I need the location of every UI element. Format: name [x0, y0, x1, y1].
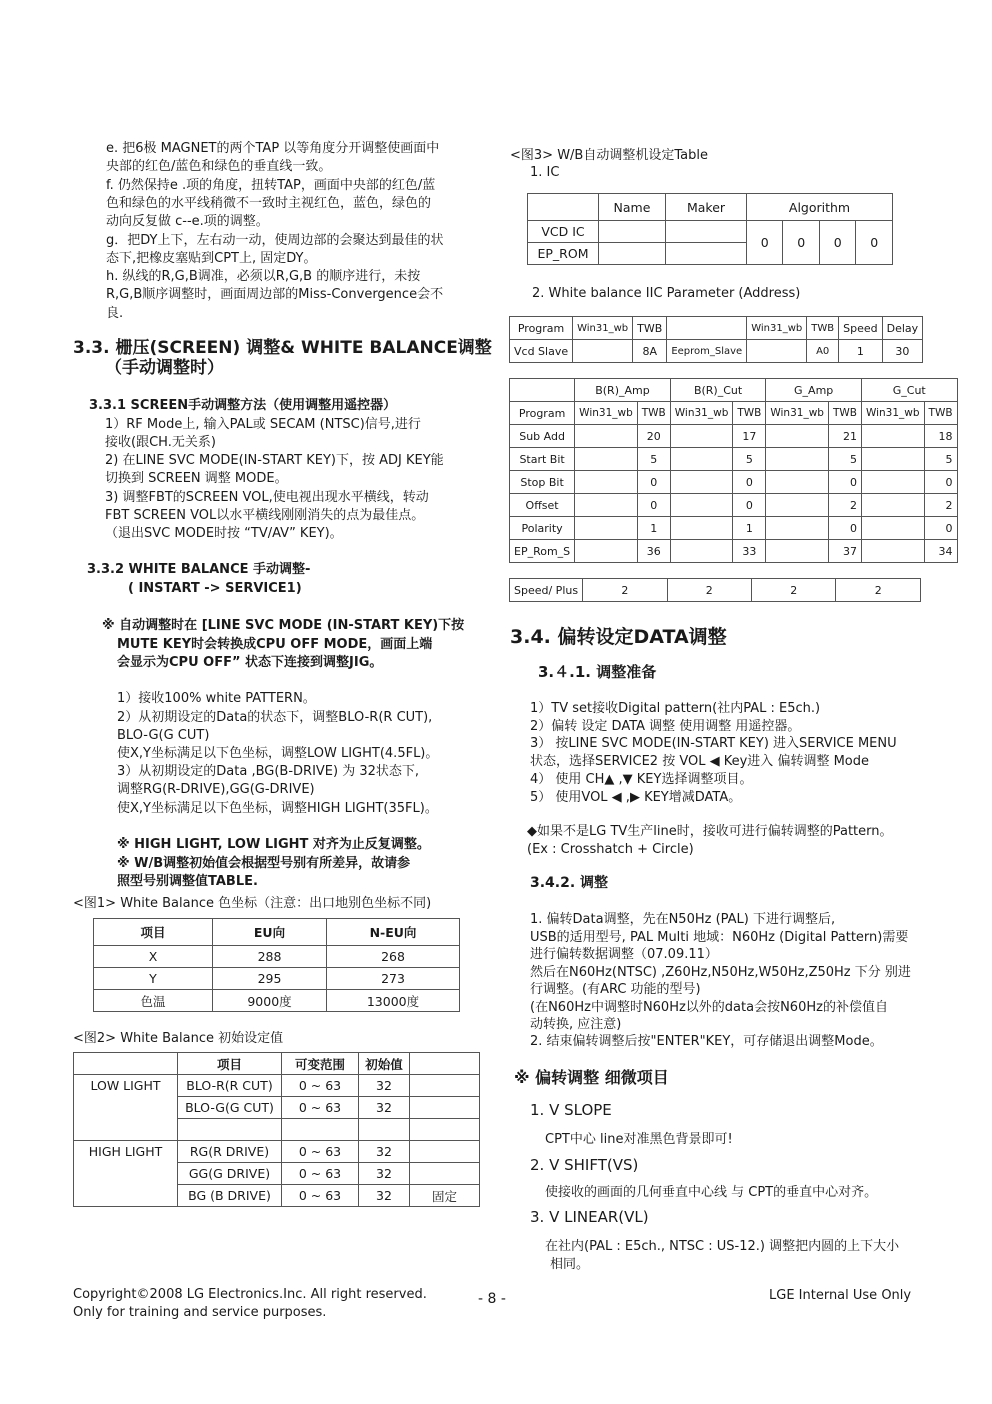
table-row	[510, 471, 958, 494]
table-cell: 2	[836, 579, 921, 602]
table-cell: 32	[359, 1097, 410, 1119]
table-cell	[410, 1119, 480, 1141]
table-cell: Y	[94, 968, 213, 990]
table-cell: 268	[327, 946, 460, 968]
text-line: 动向反复做 c--e.项的调整。	[106, 214, 269, 229]
speed-plus-table	[509, 578, 921, 602]
table-cell	[410, 1097, 480, 1119]
text-line: 1. 偏转Data调整，先在N50Hz (PAL) 下进行调整后,	[530, 912, 836, 927]
white-balance-coord-table	[93, 918, 460, 1012]
table-cell	[861, 517, 924, 540]
table-cell: 33	[733, 540, 766, 563]
table-cell	[766, 540, 829, 563]
table-cell	[766, 471, 829, 494]
table-header-cell: G_Cut	[861, 379, 957, 402]
detail-item-title: 1. V SLOPE	[530, 1101, 612, 1119]
table-header-cell: Algorithm	[747, 194, 893, 221]
table-cell: 32	[359, 1163, 410, 1185]
table-cell: BG (B DRIVE)	[178, 1185, 282, 1207]
text-line: e. 把6极 MAGNET的两个TAP 以等角度分开调整使画面中	[106, 141, 440, 156]
table-cell	[670, 425, 733, 448]
table-cell: 0	[828, 471, 861, 494]
table-cell: 32	[359, 1185, 410, 1207]
table-cell: GG(G DRIVE)	[178, 1163, 282, 1185]
table-cell	[861, 494, 924, 517]
section-3-3-1-title: 3.3.1 SCREEN手动调整方法（使用调整用遥控器）	[89, 398, 397, 413]
table-cell: 30	[882, 340, 923, 363]
text-line: h. 纵线的R,G,B调准，必须以R,G,B 的顺序进行，未按	[106, 269, 421, 284]
table-cell: EP_Rom_S	[510, 540, 575, 563]
table-header-row	[528, 194, 893, 221]
table-cell: Vcd Slave	[510, 340, 573, 363]
table-cell: 20	[637, 425, 670, 448]
table-cell: 0	[924, 517, 957, 540]
detail-item-text: 使接收的画面的几何垂直中心线 与 CPT的垂直中心对齐。	[545, 1185, 878, 1200]
table-cell: 17	[733, 425, 766, 448]
table-cell	[410, 1141, 480, 1163]
table-cell	[575, 448, 638, 471]
table-header-cell: TWB	[633, 317, 667, 340]
table-cell: 0 ~ 63	[282, 1141, 359, 1163]
table-header-cell: B(R)_Cut	[670, 379, 766, 402]
text-line: 良.	[106, 306, 124, 321]
table-header-cell: Speed	[839, 317, 882, 340]
detail-item-text: CPT中心 line对准黑色背景即可!	[545, 1132, 733, 1147]
section-3-4-1-title: 3.４.1. 调整准备	[538, 663, 657, 681]
table-cell: 2	[924, 494, 957, 517]
table-header-cell: Win31_wb	[670, 402, 733, 425]
text-line: 2) 在LINE SVC MODE(IN-START KEY)下，按 ADJ KEY能	[105, 453, 444, 468]
detail-item-text: 相同。	[550, 1257, 590, 1272]
table-cell: 21	[828, 425, 861, 448]
table-cell	[670, 448, 733, 471]
table-cell: 32	[359, 1141, 410, 1163]
text-line: R,G,B顺序调整时，画面周边部的Miss-Convergence会不	[106, 287, 444, 302]
table-cell: 2	[752, 579, 836, 602]
text-line: 调整RG(R-DRIVE),GG(G-DRIVE)	[117, 782, 315, 797]
table-cell: 1	[839, 340, 882, 363]
table-header-cell: Delay	[882, 317, 923, 340]
table-row	[528, 221, 893, 243]
table-cell: 0 ~ 63	[282, 1097, 359, 1119]
table-cell: 8A	[633, 340, 667, 363]
text-line: 使X,Y坐标满足以下色坐标，调整HIGH LIGHT(35FL)。	[117, 801, 438, 816]
table-cell: 1	[733, 517, 766, 540]
table-cell: BLO-G(G CUT)	[178, 1097, 282, 1119]
fig3-caption: <图3> W/B自动调整机设定Table	[510, 148, 708, 163]
table-header-cell: Name	[599, 194, 666, 221]
detail-item-text: 在社内(PAL : E5ch., NTSC : US-12.) 调整把内圆的上下大小	[545, 1239, 900, 1254]
table-header-cell: Maker	[666, 194, 747, 221]
table-row	[510, 448, 958, 471]
text-line: 2. 结束偏转调整后按"ENTER"KEY，可存储退出调整Mode。	[530, 1034, 883, 1049]
table-cell	[575, 517, 638, 540]
table-cell: X	[94, 946, 213, 968]
text-line: 进行偏转数据调整（07.09.11）	[530, 947, 718, 962]
page-number: - 8 -	[478, 1291, 506, 1307]
table-cell: 0	[924, 471, 957, 494]
ic-label: 1. IC	[530, 165, 560, 180]
text-line: 3）从初期设定的Data ,BG(B-DRIVE) 为 32状态下,	[117, 764, 420, 779]
section-3-4-2-title: 3.4.2. 调整	[530, 875, 609, 891]
table-row	[510, 494, 958, 517]
table-cell: 0	[819, 221, 855, 265]
table-header-cell: Program	[510, 317, 573, 340]
table-cell: RG(R DRIVE)	[178, 1141, 282, 1163]
table-cell	[359, 1119, 410, 1141]
table-header-cell: TWB	[924, 402, 957, 425]
table-header-cell: B(R)_Amp	[575, 379, 671, 402]
table-cell: 2	[667, 579, 751, 602]
table-cell	[410, 1075, 480, 1097]
table-row	[510, 340, 923, 363]
detail-item-title: 2. V SHIFT(VS)	[530, 1156, 639, 1174]
fig2-caption: <图2> White Balance 初始设定值	[73, 1031, 284, 1046]
table-cell	[282, 1119, 359, 1141]
table-cell: 0	[828, 517, 861, 540]
table-cell: Polarity	[510, 517, 575, 540]
table-row	[94, 968, 460, 990]
table-cell: 5	[637, 448, 670, 471]
table-header-cell: Win31_wb	[575, 402, 638, 425]
text-line: 使X,Y坐标满足以下色坐标，调整LOW LIGHT(4.5FL)。	[117, 746, 439, 761]
table-cell: 34	[924, 540, 957, 563]
text-line: USB的适用型号, PAL Multi 地域：N60Hz (Digital Pattern)需要	[530, 930, 909, 945]
copyright-text: Copyright©2008 LG Electronics.Inc. All right reserved.	[73, 1287, 427, 1302]
table-header-row	[510, 402, 958, 425]
table-cell: 0	[747, 221, 783, 265]
text-line: (Ex : Crosshatch + Circle)	[527, 842, 694, 857]
text-line: 3) 调整FBT的SCREEN VOL,使电视出现水平横线，转动	[105, 490, 429, 505]
text-line: 然后在N60Hz(NTSC) ,Z60Hz,N50Hz,W50Hz,Z50Hz 下分 别进	[530, 965, 911, 980]
table-cell	[861, 471, 924, 494]
table-header-cell	[667, 317, 747, 340]
table-row	[510, 579, 921, 602]
text-line: MUTE KEY时会转换成CPU OFF MODE，画面上端	[117, 637, 433, 652]
table-header-row	[74, 1053, 480, 1075]
table-cell	[670, 517, 733, 540]
table-cell: 36	[637, 540, 670, 563]
section-3-3-2-title: 3.3.2 WHITE BALANCE 手动调整-	[87, 562, 311, 577]
table-header-cell	[74, 1053, 178, 1075]
training-text: Only for training and service purposes.	[73, 1305, 327, 1320]
table-cell: Stop Bit	[510, 471, 575, 494]
table-cell: VCD IC	[528, 221, 599, 243]
text-line: 2）偏转 设定 DATA 调整 使用调整 用遥控器。	[530, 719, 801, 734]
table-cell	[766, 425, 829, 448]
text-line: BLO-G(G CUT)	[117, 728, 210, 743]
text-line: 4） 使用 CH▲ ,▼ KEY选择调整项目。	[530, 772, 753, 787]
table-cell	[599, 221, 666, 243]
table-cell	[575, 425, 638, 448]
table-cell: 2	[583, 579, 667, 602]
table-cell	[599, 243, 666, 265]
table-cell	[670, 494, 733, 517]
table-cell	[861, 448, 924, 471]
table-header-cell: TWB	[637, 402, 670, 425]
table-row	[94, 990, 460, 1012]
table-cell	[766, 517, 829, 540]
table-header-cell	[510, 379, 575, 402]
text-line: ※ 自动调整时在 [LINE SVC MODE (IN-START KEY)下按	[102, 618, 465, 633]
text-line: 切换到 SCREEN 调整 MODE。	[105, 471, 288, 486]
white-balance-init-table	[73, 1052, 480, 1207]
ic-table	[527, 193, 893, 265]
text-line: 5） 使用VOL ◀ ,▶ KEY增减DATA。	[530, 790, 742, 805]
table-cell	[747, 340, 807, 363]
table-cell	[410, 1163, 480, 1185]
table-header-cell: Program	[510, 402, 575, 425]
table-header-cell: 初始值	[359, 1053, 410, 1075]
table-cell	[861, 540, 924, 563]
table-cell	[670, 471, 733, 494]
text-line: FBT SCREEN VOL以水平横线刚刚消失的点为最佳点。	[105, 508, 425, 523]
text-line: 3） 按LINE SVC MODE(IN-START KEY) 进入SERVICE MENU	[530, 736, 897, 751]
table-cell: 0	[733, 471, 766, 494]
table-cell: Start Bit	[510, 448, 575, 471]
text-line: ◆如果不是LG TV生产line时，接收可进行偏转调整的Pattern。	[527, 824, 893, 839]
table-cell: 0 ~ 63	[282, 1185, 359, 1207]
table-row	[94, 946, 460, 968]
table-header-cell: 项目	[94, 919, 213, 946]
internal-use-text: LGE Internal Use Only	[769, 1288, 912, 1303]
table-cell: Eeprom_Slave	[667, 340, 747, 363]
table-cell: 5	[924, 448, 957, 471]
table-cell: 288	[213, 946, 327, 968]
detail-items-title: ※ 偏转调整 细微项目	[514, 1068, 669, 1087]
table-cell: 0	[856, 221, 893, 265]
text-line: 行调整。(有ARC 功能的型号)	[530, 982, 701, 997]
table-cell: A0	[807, 340, 839, 363]
table-header-cell: TWB	[733, 402, 766, 425]
table-cell: 色温	[94, 990, 213, 1012]
table-header-cell: 项目	[178, 1053, 282, 1075]
table-cell: 295	[213, 968, 327, 990]
iic-table	[509, 316, 923, 363]
table-header-cell: Win31_wb	[861, 402, 924, 425]
text-line: 2）从初期设定的Data的状态下，调整BLO-R(R CUT),	[117, 710, 433, 725]
text-line: ※ HIGH LIGHT, LOW LIGHT 对齐为止反复调整。	[117, 837, 430, 852]
table-cell	[666, 243, 747, 265]
text-line: （退出SVC MODE时按 “TV/AV” KEY)。	[105, 526, 343, 541]
table-row	[510, 517, 958, 540]
text-line: ※ W/B调整初始值会根据型号别有所差异，故请参	[117, 856, 411, 871]
table-cell: 18	[924, 425, 957, 448]
section-3-4-title: 3.4. 偏转设定DATA调整	[510, 626, 727, 648]
text-line: (在N60Hz中调整时N60Hz以外的data会按N60Hz的补偿值自	[530, 1000, 888, 1015]
section-3-3-subtitle: （手动调整时）	[105, 358, 224, 378]
table-cell: 0 ~ 63	[282, 1163, 359, 1185]
table-cell: 0	[637, 471, 670, 494]
table-cell: HIGH LIGHT	[74, 1141, 178, 1207]
section-3-3-title: 3.3. 栅压(SCREEN) 调整& WHITE BALANCE调整	[73, 338, 492, 358]
table-header-row	[510, 317, 923, 340]
table-cell: 37	[828, 540, 861, 563]
table-header-cell: EU向	[213, 919, 327, 946]
text-line: 1）RF Mode上, 输入PAL或 SECAM (NTSC)信号,进行	[105, 417, 421, 432]
text-line: 状态，选择SERVICE2 按 VOL ◀ Key进入 偏转调整 Mode	[530, 754, 869, 769]
table-cell: 5	[828, 448, 861, 471]
table-cell: 9000度	[213, 990, 327, 1012]
text-line: f. 仍然保持e .项的角度，扭转TAP，画面中央部的红色/蓝	[106, 178, 436, 193]
iic-label: 2. White balance IIC Parameter (Address)	[532, 286, 801, 301]
table-header-cell: N-EU向	[327, 919, 460, 946]
table-header-cell	[528, 194, 599, 221]
table-row	[74, 1075, 480, 1097]
table-cell: 1	[637, 517, 670, 540]
table-header-cell: Win31_wb	[573, 317, 633, 340]
table-cell: LOW LIGHT	[74, 1075, 178, 1141]
fig1-caption: <图1> White Balance 色坐标（注意：出口地别色坐标不同)	[73, 896, 432, 911]
text-line: g．把DY上下，左右动一动，使周边部的会聚达到最佳的状	[106, 233, 444, 248]
table-cell	[178, 1119, 282, 1141]
table-cell	[575, 540, 638, 563]
table-header-cell: TWB	[807, 317, 839, 340]
table-cell: EP_ROM	[528, 243, 599, 265]
table-header-cell: TWB	[828, 402, 861, 425]
text-line: 央部的红色/蓝色和绿色的垂直线一致。	[106, 159, 332, 174]
table-cell	[575, 494, 638, 517]
table-cell: 0	[783, 221, 819, 265]
table-cell: BLO-R(R CUT)	[178, 1075, 282, 1097]
table-cell	[766, 448, 829, 471]
table-header-cell: G_Amp	[766, 379, 862, 402]
table-cell: 5	[733, 448, 766, 471]
table-header-row	[94, 919, 460, 946]
table-cell: 13000度	[327, 990, 460, 1012]
table-cell: 2	[828, 494, 861, 517]
detail-item-title: 3. V LINEAR(VL)	[530, 1208, 649, 1226]
table-header-cell	[410, 1053, 480, 1075]
text-line: 接收(跟CH.无关系)	[105, 435, 216, 450]
table-cell: 273	[327, 968, 460, 990]
table-row	[74, 1141, 480, 1163]
table-cell	[666, 221, 747, 243]
table-cell: 0	[637, 494, 670, 517]
table-cell: 0 ~ 63	[282, 1075, 359, 1097]
text-line: 动转换, 应注意)	[530, 1017, 622, 1032]
table-cell: 固定	[410, 1185, 480, 1207]
table-cell	[766, 494, 829, 517]
table-cell	[573, 340, 633, 363]
table-cell: Offset	[510, 494, 575, 517]
text-line: 照型号别调整值TABLE.	[117, 874, 258, 889]
table-cell: 0	[733, 494, 766, 517]
text-line: 1）TV set接收Digital pattern(社内PAL : E5ch.)	[530, 701, 821, 716]
table-header-cell: Win31_wb	[747, 317, 807, 340]
text-line: 态下,把橡皮塞贴到CPT上, 固定DY。	[106, 251, 317, 266]
table-cell: Speed/ Plus	[510, 579, 583, 602]
table-cell	[670, 540, 733, 563]
table-row	[510, 425, 958, 448]
param-table	[509, 378, 958, 563]
text-line: 色和绿色的水平线稍微不一致时主视红色，蓝色，绿色的	[106, 196, 432, 211]
table-cell: Sub Add	[510, 425, 575, 448]
table-cell: 32	[359, 1075, 410, 1097]
table-cell	[575, 471, 638, 494]
table-cell	[861, 425, 924, 448]
table-header-cell: Win31_wb	[766, 402, 829, 425]
table-header-cell: 可变范围	[282, 1053, 359, 1075]
table-row	[510, 540, 958, 563]
section-3-3-2-subtitle: ( INSTART -> SERVICE1)	[128, 581, 302, 596]
text-line: 会显示为CPU OFF” 状态下连接到调整JIG。	[117, 655, 383, 670]
table-group-row	[510, 379, 958, 402]
text-line: 1）接收100% white PATTERN。	[117, 691, 316, 706]
